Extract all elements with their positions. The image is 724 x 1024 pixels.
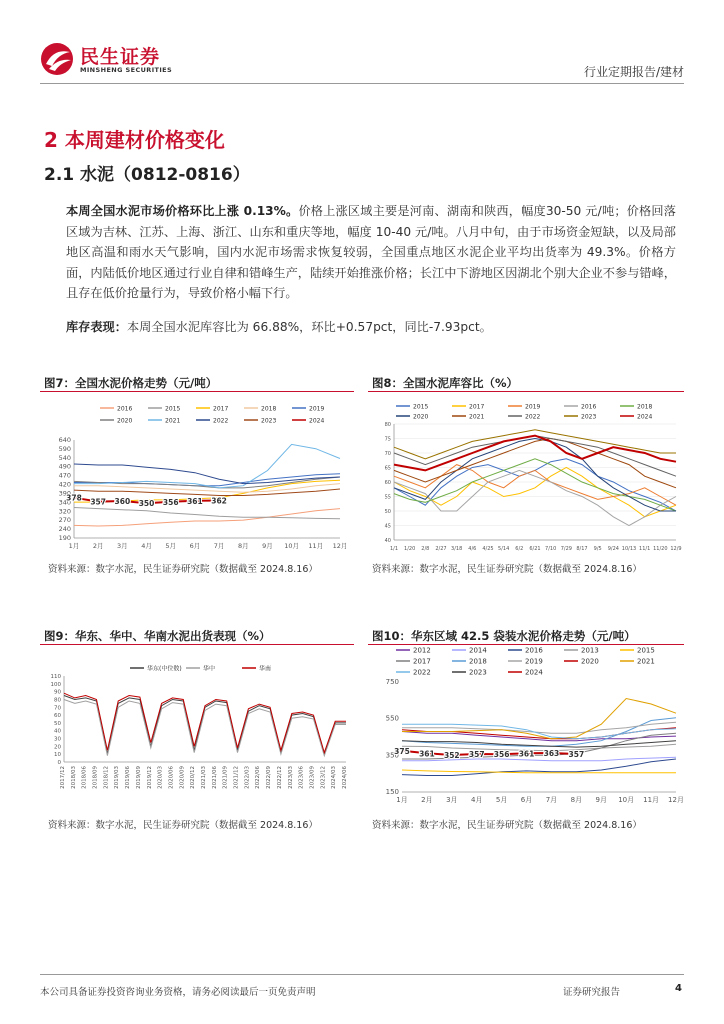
fig8-chart [368,394,684,554]
x-tick-label: 2024/06 [342,766,348,789]
data-label: 356 [162,497,179,507]
fig10-source: 资料来源：数字水泥，民生证券研究院（数据截至 2024.8.16） [372,820,642,831]
x-tick-label: 2021/06 [211,766,218,789]
legend-label: 2016 [581,403,597,411]
legend-label: 2018 [637,403,653,411]
x-tick-label: 1月 [396,796,408,804]
footer-divider [40,974,684,975]
section-heading: 2 本周建材价格变化 [44,128,225,152]
x-tick-label: 2019/12 [146,766,153,789]
x-tick-label: 2019/03 [114,766,121,789]
x-tick-label: 7/29 [560,546,572,552]
fig9-title: 图9：华东、华中、华南水泥出货表现（%） [44,629,271,643]
y-tick-label: 540 [58,453,71,462]
x-tick-label: 3月 [117,542,128,550]
y-tick-label: 50 [54,720,61,727]
x-tick-label: 2020/09 [179,766,186,789]
series-line-2023 [402,741,676,747]
legend-label: 2020 [413,413,429,421]
x-tick-label: 4/6 [468,546,477,552]
legend-label: 2018 [469,657,487,666]
y-tick-label: 45 [384,523,391,530]
legend-label: 2017 [413,657,431,666]
x-tick-label: 3月 [446,796,458,804]
minsheng-logo-icon [40,42,76,76]
legend-label: 2022 [213,417,229,425]
y-tick-label: 10 [54,752,61,759]
y-tick-label: 640 [58,436,71,444]
x-tick-label: 2024/03 [331,766,338,789]
fig7-source: 资料来源：数字水泥，民生证券研究院（数据截至 2024.8.16） [48,564,318,575]
x-tick-label: 11/20 [653,546,668,552]
y-tick-label: 110 [50,674,61,680]
fig9-title-rule [40,644,354,645]
legend-label: 2020 [581,657,599,666]
legend-label: 2022 [525,413,541,421]
x-tick-label: 6/2 [515,546,524,552]
fig8-source: 资料来源：数字水泥，民生证券研究院（数据截至 2024.8.16） [372,564,642,575]
inventory-lead: 库存表现： [66,320,127,334]
x-tick-label: 2020/12 [190,766,197,789]
x-tick-label: 2021/12 [233,766,240,789]
x-tick-label: 2021/03 [201,766,207,789]
legend-label: 2014 [469,646,487,655]
fig9-source: 资料来源：数字水泥，民生证券研究院（数据截至 2024.8.16） [48,820,318,831]
x-tick-label: 2018/06 [81,766,88,789]
legend-label: 华东(中位数) [147,665,182,673]
x-tick-label: 1/20 [404,546,416,552]
x-tick-label: 10/13 [621,546,637,552]
x-tick-label: 2019/06 [125,766,132,789]
y-tick-label: 70 [384,451,391,457]
y-tick-label: 150 [385,788,399,796]
x-tick-label: 7月 [213,542,225,550]
y-tick-label: 80 [54,697,61,704]
legend-label: 2015 [637,646,655,655]
series-line-2023 [394,430,676,459]
data-label: 361 [419,749,435,759]
fig10-chart [368,646,684,812]
x-tick-label: 2/27 [435,546,447,552]
y-tick-label: 340 [58,498,71,507]
y-tick-label: 0 [57,760,61,766]
x-tick-label: 2022/12 [276,766,283,789]
x-tick-label: 2023/06 [298,766,305,789]
logo-english-name: MINSHENG SECURITIES [80,66,173,74]
x-tick-label: 9/24 [607,546,619,552]
series-line-华南 [64,693,346,752]
legend-label: 2021 [165,417,181,425]
fig8-title-rule [368,391,684,392]
x-tick-label: 4月 [141,542,152,550]
x-tick-label: 12月 [332,542,348,550]
y-tick-label: 100 [50,681,61,688]
x-tick-label: 8月 [237,542,249,550]
x-tick-label: 10月 [284,542,300,550]
series-line-2023 [74,489,340,496]
y-tick-label: 550 [385,714,399,723]
y-tick-label: 75 [384,436,391,443]
y-tick-label: 65 [384,465,391,472]
report-type: 行业定期报告/建材 [583,65,684,79]
subsection-heading: 2.1 水泥（0812-0816） [44,165,250,185]
x-tick-label: 2020/03 [157,766,164,789]
x-tick-label: 2018/03 [70,766,77,789]
y-tick-label: 190 [58,534,71,542]
legend-label: 2023 [581,413,597,421]
data-label: 378 [66,493,82,503]
y-tick-label: 90 [54,689,61,696]
x-tick-label: 2019/09 [135,766,142,789]
legend-label: 2023 [261,417,277,425]
legend-label: 2017 [213,405,229,413]
legend-label: 2016 [117,405,133,413]
data-label: 361 [518,749,535,759]
x-tick-label: 8月 [570,796,583,804]
data-label: 352 [443,750,460,760]
legend-label: 2015 [413,403,429,411]
paragraph-lead: 本周全国水泥市场价格环比上涨 0.13%。 [66,204,299,218]
y-tick-label: 30 [54,736,61,743]
data-label: 356 [493,750,510,760]
x-tick-label: 6月 [189,542,201,550]
y-tick-label: 40 [54,728,61,735]
x-tick-label: 2023/03 [287,766,294,789]
x-tick-label: 2020/06 [168,766,175,789]
x-tick-label: 5月 [495,796,508,804]
x-tick-label: 8/17 [576,546,588,552]
fig7-chart [40,394,354,554]
x-tick-label: 11月 [308,542,324,550]
fig7-title: 图7：全国水泥价格走势（元/吨） [44,376,218,390]
data-label: 357 [90,497,107,507]
x-tick-label: 2/8 [421,546,430,552]
data-label: 360 [114,496,131,506]
footer-report-label: 证券研究报告 [563,987,621,998]
x-tick-label: 6月 [520,796,533,804]
legend-label: 2022 [413,668,431,677]
legend-label: 2023 [469,668,487,677]
y-tick-label: 60 [54,713,61,720]
x-tick-label: 4/25 [482,546,494,552]
fig8-title: 图8：全国水泥库容比（%） [372,376,519,390]
x-tick-label: 2023/09 [309,766,316,789]
y-tick-label: 750 [385,678,399,686]
x-tick-label: 2月 [421,796,433,804]
legend-label: 2019 [525,403,541,411]
x-tick-label: 2022/09 [266,766,273,789]
series-line-2022 [74,464,340,484]
legend-label: 2021 [637,657,655,666]
page-number: 4 [675,983,682,994]
legend-label: 华南 [259,665,272,673]
x-tick-label: 7月 [545,796,558,804]
y-tick-label: 240 [58,525,71,534]
x-tick-label: 2022/06 [255,766,262,789]
y-tick-label: 270 [58,516,71,525]
y-tick-label: 50 [384,509,391,515]
data-label: 375 [394,746,410,756]
x-tick-label: 6/21 [529,546,541,552]
header-divider [40,83,684,84]
data-label: 363 [543,748,560,758]
y-tick-label: 420 [58,480,71,489]
y-tick-label: 470 [58,471,71,480]
legend-label: 2017 [469,403,485,411]
series-line-2021 [394,439,676,488]
y-tick-label: 390 [58,489,71,498]
x-tick-label: 9月 [262,542,273,550]
inventory-paragraph [66,317,676,338]
fig9-chart [40,648,354,810]
x-tick-label: 10月 [618,796,635,804]
legend-label: 2021 [469,413,485,421]
x-tick-label: 9/5 [593,546,602,552]
y-tick-label: 70 [54,705,61,712]
x-tick-label: 3/18 [451,546,463,552]
legend-label: 2016 [525,646,543,655]
x-tick-label: 2018/09 [92,766,99,789]
company-logo [40,40,190,80]
legend-label: 2018 [261,405,277,413]
paragraph-body: 价格上涨区域主要是河南、湖南和陕西，幅度30-50 元/吨；价格回落区域为吉林、江苏、上海、浙江、山东和重庆等地，幅度 10-40 元/吨。八月中旬，由于市场资金短缺，以及局部地区高温和雨水天气影响，国内水泥市场需求恢复较弱，全国重点地区水泥企业平均出货率为 49.3%。价格方面，内陆低价地区通过行业自律和错峰生产，陆续开始推涨价格；长江中下游地区因湖北个别大企业不参与错峰，且存在低价抢量行为，导致价格小幅下行。 [66,204,676,300]
x-tick-label: 2018/12 [103,766,110,789]
x-tick-label: 9月 [595,796,608,804]
legend-label: 华中 [203,665,216,673]
data-label: 361 [187,496,203,506]
data-label: 350 [138,499,155,509]
x-tick-label: 2017/12 [60,766,66,789]
x-tick-label: 7/10 [545,546,557,552]
legend-label: 2020 [117,417,133,425]
x-tick-label: 2月 [92,542,104,550]
cement-market-paragraph [66,201,676,304]
data-label: 362 [211,496,227,506]
logo-chinese-name: 民生证券 [80,46,161,68]
x-tick-label: 4月 [470,796,483,804]
data-label: 357 [468,750,485,760]
legend-label: 2024 [637,413,653,421]
y-tick-label: 60 [384,480,391,486]
legend-label: 2013 [581,646,599,655]
data-label: 357 [568,750,585,760]
y-tick-label: 20 [54,744,61,751]
series-line-2020 [394,439,676,512]
x-tick-label: 5月 [165,542,177,550]
legend-label: 2012 [413,646,431,655]
x-tick-label: 11月 [643,796,660,804]
x-tick-label: 2023/12 [320,766,327,789]
x-tick-label: 1月 [68,542,80,550]
footer-disclaimer: 本公司具备证券投资咨询业务资格，请务必阅读最后一页免责声明 [40,987,316,998]
fig10-title: 图10：华东区域 42.5 袋装水泥价格走势（元/吨） [372,629,636,643]
legend-label: 2019 [525,657,543,666]
y-tick-label: 350 [385,751,399,760]
x-tick-label: 12/9 [670,546,682,552]
legend-label: 2024 [309,417,325,425]
legend-label: 2024 [525,668,543,677]
x-tick-label: 2021/09 [222,766,229,789]
y-tick-label: 40 [384,538,391,544]
x-tick-label: 11/1 [639,546,651,552]
x-tick-label: 1/1 [389,546,399,552]
y-tick-label: 490 [58,462,71,471]
series-line-2016 [74,509,340,526]
x-tick-label: 12月 [668,796,684,804]
inventory-body: 本周全国水泥库容比为 66.88%，环比+0.57pct，同比-7.93pct。 [126,320,492,334]
fig7-title-rule [40,391,354,392]
legend-label: 2015 [165,405,181,413]
y-tick-label: 320 [58,507,71,516]
legend-label: 2019 [309,405,325,413]
x-tick-label: 2022/03 [244,766,251,789]
y-tick-label: 55 [384,494,391,501]
x-tick-label: 5/14 [498,546,510,552]
fig10-title-rule [368,644,684,645]
y-tick-label: 80 [384,422,391,428]
y-tick-label: 590 [58,444,71,453]
